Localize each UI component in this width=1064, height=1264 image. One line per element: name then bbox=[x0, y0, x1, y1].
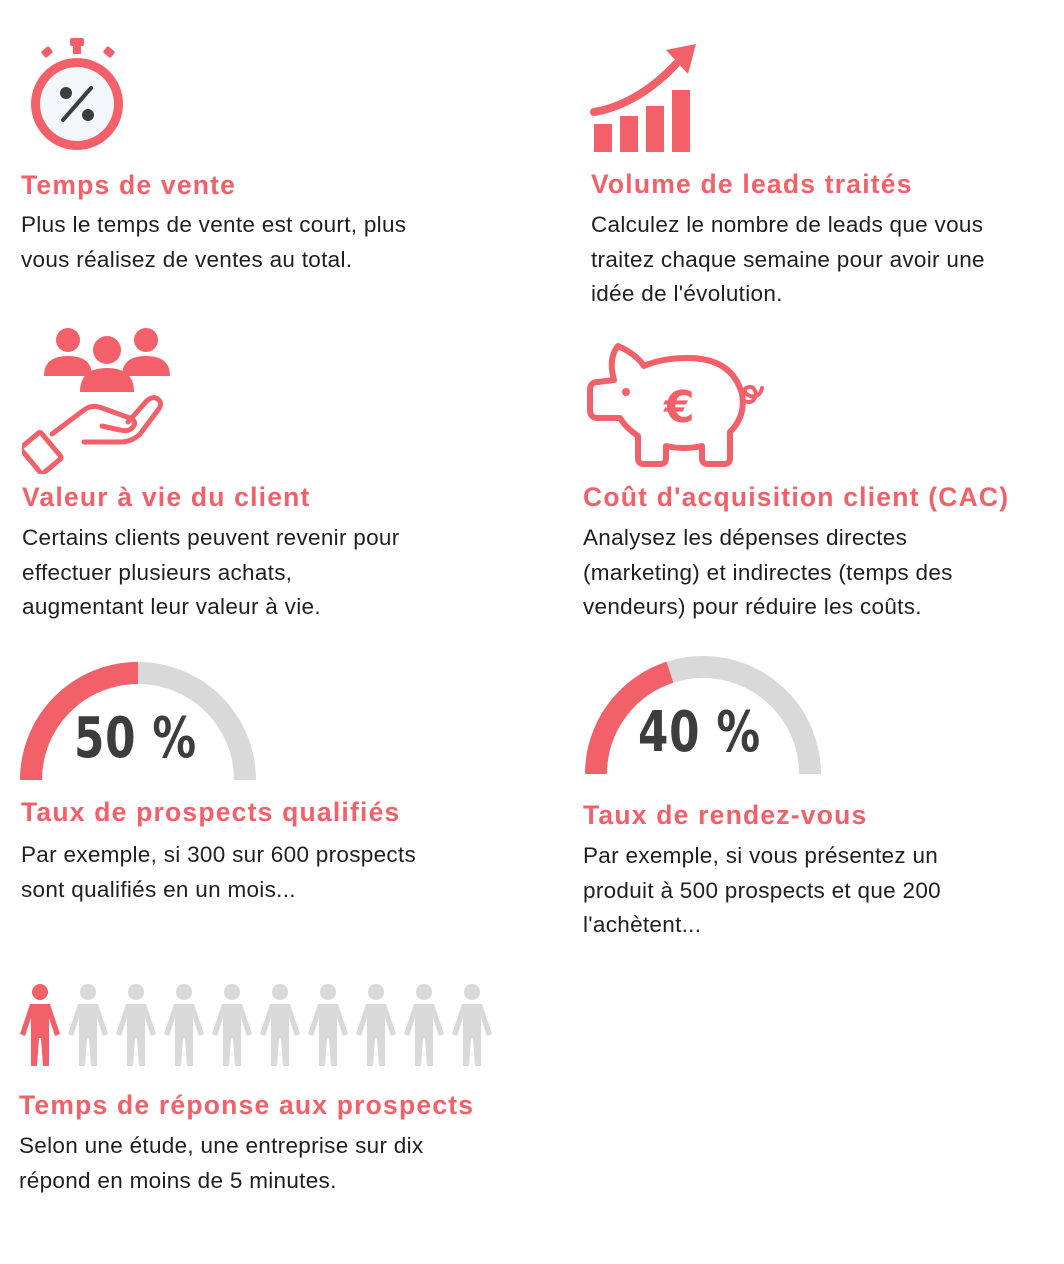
hand-holding-people-icon bbox=[22, 324, 172, 474]
description-line: augmentant leur valeur à vie. bbox=[22, 594, 321, 619]
leads-volume-description bbox=[591, 208, 985, 312]
gauge-percentage-label: 50 % bbox=[74, 706, 197, 771]
gauge-percentage-label: 40 % bbox=[638, 700, 761, 765]
description-line: effectuer plusieurs achats, bbox=[22, 559, 293, 585]
description-line: Calculez le nombre de leads que vous bbox=[591, 212, 984, 237]
description-line: Analysez les dépenses directes bbox=[583, 525, 908, 550]
acquisition-cost-title: Coût d'acquisition client (CAC) bbox=[583, 482, 1010, 512]
person-highlighted-icon bbox=[20, 984, 60, 1066]
person-icon bbox=[164, 984, 204, 1066]
svg-text:€: € bbox=[664, 382, 695, 433]
meeting-rate-description bbox=[583, 839, 941, 943]
description-line: l'achètent... bbox=[583, 912, 702, 937]
person-icon bbox=[260, 984, 300, 1066]
sales-time-description bbox=[21, 208, 406, 277]
person-icon bbox=[452, 984, 492, 1066]
description-line: sont qualifiés en un mois... bbox=[21, 876, 296, 902]
description-line: Par exemple, si vous présentez un bbox=[583, 843, 939, 868]
description-line: vendeurs) pour réduire les coûts. bbox=[583, 594, 922, 619]
description-line: Selon une étude, une entreprise sur dix bbox=[19, 1133, 424, 1158]
description-line: idée de l'évolution. bbox=[591, 281, 783, 306]
leads-volume-title: Volume de leads traités bbox=[591, 169, 913, 199]
person-icon bbox=[356, 984, 396, 1066]
acquisition-cost-description bbox=[583, 521, 953, 625]
person-icon bbox=[308, 984, 348, 1066]
description-line: produit à 500 prospects et que 200 bbox=[583, 877, 941, 903]
lifetime-value-title: Valeur à vie du client bbox=[22, 482, 311, 512]
person-icon bbox=[116, 984, 156, 1066]
lifetime-value-description bbox=[22, 521, 400, 625]
person-icon bbox=[68, 984, 108, 1066]
sales-time-title: Temps de vente bbox=[21, 170, 237, 200]
people-row-icon bbox=[18, 982, 498, 1068]
response-time-description bbox=[19, 1129, 423, 1198]
description-line: Plus le temps de vente est court, plus bbox=[21, 212, 407, 237]
qualified-rate-description bbox=[21, 838, 416, 907]
stopwatch-percent-icon bbox=[22, 36, 132, 156]
description-line: vous réalisez de ventes au total. bbox=[21, 246, 353, 272]
person-icon bbox=[404, 984, 444, 1066]
description-line: répond en moins de 5 minutes. bbox=[19, 1167, 337, 1193]
description-line: Certains clients peuvent revenir pour bbox=[22, 525, 400, 550]
description-line: traitez chaque semaine pour avoir une bbox=[591, 246, 985, 272]
qualified-rate-title: Taux de prospects qualifiés bbox=[21, 797, 401, 827]
description-line: Par exemple, si 300 sur 600 prospects bbox=[21, 842, 417, 867]
growth-bar-chart-icon bbox=[590, 40, 702, 154]
description-line: (marketing) et indirectes (temps des bbox=[583, 559, 953, 585]
meeting-rate-title: Taux de rendez-vous bbox=[583, 800, 868, 830]
response-time-title: Temps de réponse aux prospects bbox=[19, 1090, 475, 1120]
person-icon bbox=[212, 984, 252, 1066]
piggy-bank-euro-icon bbox=[584, 340, 766, 470]
